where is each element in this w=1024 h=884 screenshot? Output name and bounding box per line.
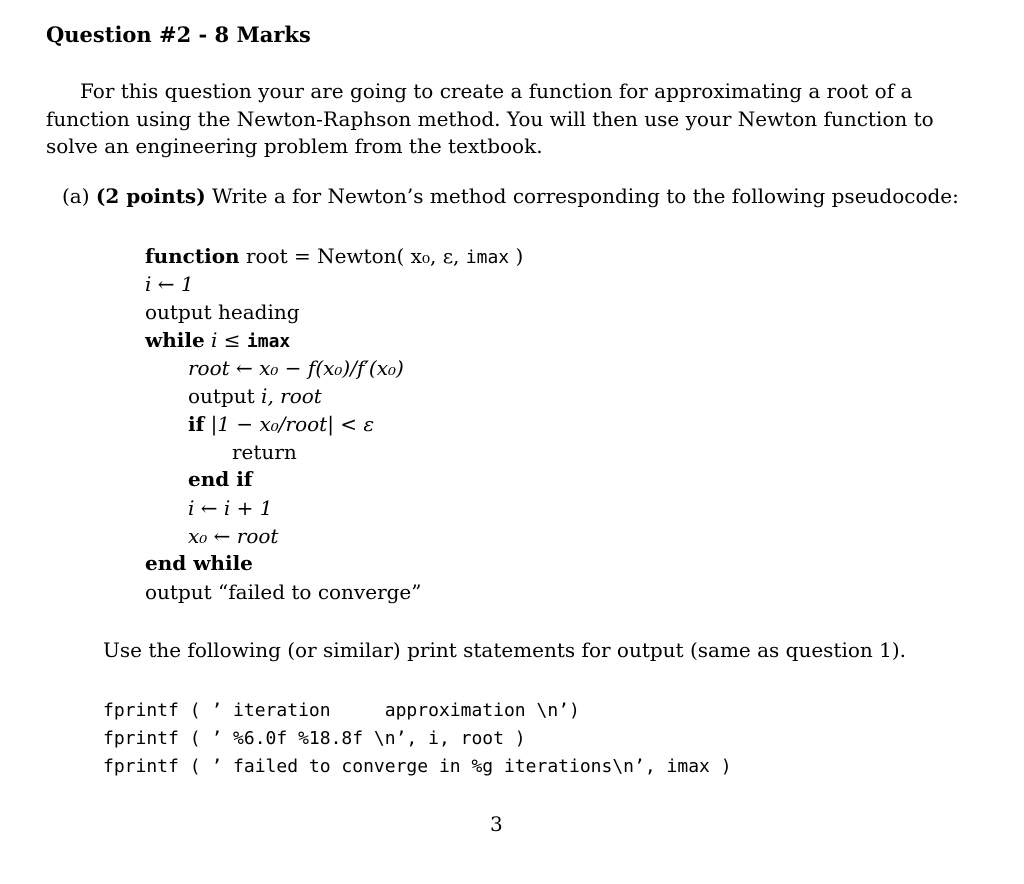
part-a-label: (a) [62,184,90,208]
use-statement-text: Use the following (or similar) print statements for output (same as question 1). [103,638,907,662]
pseudo-line-12: end while [145,551,253,575]
pseudo-line-2: i ← 1 [145,272,194,296]
intro-text: For this question your are going to create a function for approximating a root of a function using the Newton-Raphson method. You will then use your Newton function to solve an engineering problem from the textbook. [46,79,934,158]
pseudo-while-cond: i ≤ [211,328,241,352]
pseudo-while-imax: imax [246,331,291,352]
code-line-3: fprintf ( ’ failed to converge in %g iterations\n’, imax ) [103,756,732,777]
part-a-line [62,184,959,208]
pseudo-if-keyword: if [188,412,205,436]
question-heading: Question #2 - 8 Marks [46,22,311,47]
pseudo-signature: root = Newton( x₀, ε, [245,244,460,268]
pseudo-line-7 [188,412,374,436]
pseudo-close-paren: ) [515,244,524,268]
part-a-points: (2 points) [95,184,206,208]
pseudo-if-cond: |1 − x₀/root| < ε [210,412,375,436]
pseudo-line-11: x₀ ← root [188,524,279,548]
code-line-2: fprintf ( ’ %6.0f %18.8f \n’, i, root ) [103,728,526,749]
pseudo-line-10: i ← i + 1 [188,496,273,520]
intro-paragraph [46,78,956,161]
pseudo-while-keyword: while [145,328,205,352]
pseudo-function-keyword: function [145,244,240,268]
pseudo-line-5: root ← x₀ − f(x₀)/f′(x₀) [188,356,404,380]
code-line-1: fprintf ( ’ iteration approximation \n’) [103,700,580,721]
pseudo-line-4 [145,328,290,352]
pseudo-line-3: output heading [145,300,300,324]
pseudo-output-word: output [188,384,255,408]
pseudo-imax-param: imax [465,247,510,268]
pseudo-line-8: return [232,440,297,464]
pseudo-line-1 [145,244,523,268]
page-number: 3 [490,812,503,836]
pseudo-output-vars: i, root [261,384,322,408]
pseudo-line-6 [188,384,322,408]
pseudo-line-13: output “failed to converge” [145,580,422,604]
pseudo-line-9: end if [188,467,253,491]
part-a-text: Write a for Newton’s method corresponding to the following pseudocode: [212,184,959,208]
